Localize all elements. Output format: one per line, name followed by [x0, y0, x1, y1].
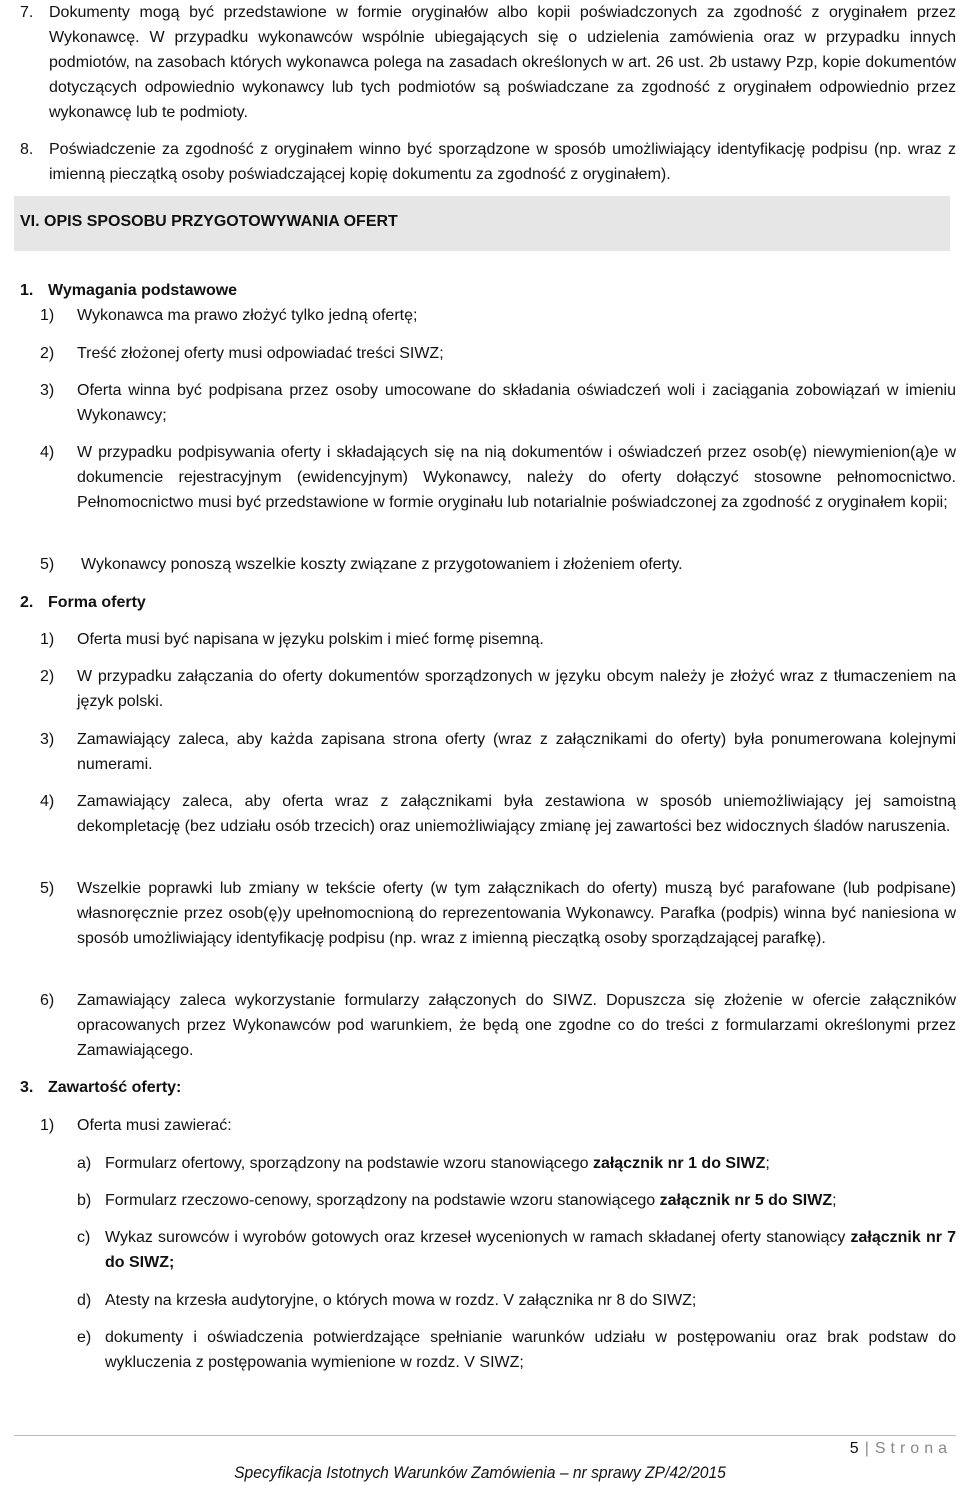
subitem-letter: e)	[77, 1329, 92, 1346]
page-word: Strona	[874, 1440, 952, 1457]
subitem-letter: b)	[77, 1192, 92, 1209]
subsection-number: 3.	[20, 1079, 34, 1096]
attachment-reference: załącznik nr 1 do SIWZ	[592, 1155, 766, 1172]
subitem-text: Atesty na krzesła audytoryjne, o których mowa w rozdz. V załącznika nr 8 do SIWZ;	[105, 1292, 697, 1309]
item-number: 2)	[40, 345, 55, 362]
item-number: 6)	[40, 992, 55, 1009]
section-title: VI. OPIS SPOSOBU PRZYGOTOWYWANIA OFERT	[20, 213, 398, 230]
item-text: W przypadku załączania do oferty dokumentów sporządzonych w języku obcym należy je złożyć wraz z tłumaczeniem na język polski.	[77, 668, 956, 710]
item-text: Zamawiający zaleca, aby oferta wraz z załącznikami była zestawiona w sposób uniemożliwiający jej samoistną dekompletację (bez udziału osób trzecich) oraz uniemożliwiający zmianę jej zawartości bez widocznych śladów naruszenia.	[77, 793, 956, 835]
attachment-reference: załącznik nr 5 do SIWZ	[659, 1192, 833, 1209]
item-number: 7.	[20, 4, 34, 21]
item-number: 5)	[40, 880, 55, 897]
list-item-8	[20, 137, 956, 187]
form-item	[40, 876, 956, 951]
item-text: Oferta musi być napisana w języku polskim i mieć formę pisemną.	[77, 631, 544, 648]
footer-divider	[14, 1435, 956, 1436]
subitem-letter: c)	[77, 1229, 91, 1246]
punctuation: ;	[765, 1155, 770, 1172]
subitem-text: Formularz ofertowy, sporządzony na podstawie wzoru stanowiącego	[105, 1155, 593, 1172]
attachment-reference: załącznik nr 7 do SIWZ;	[105, 1229, 957, 1271]
item-text: Poświadczenie za zgodność z oryginałem winno być sporządzone w sposób umożliwiający identyfikację podpisu (np. wraz z imienną pieczątką osoby poświadczającej kopię dokumentu za zgodność z oryginałem).	[49, 141, 956, 183]
item-number: 2)	[40, 668, 55, 685]
item-number: 4)	[40, 444, 55, 461]
section-heading-bar	[14, 196, 950, 251]
item-number: 1)	[40, 631, 55, 648]
item-number: 1)	[40, 1117, 55, 1134]
subitem-text: dokumenty i oświadczenia potwierdzające spełnianie warunków udziału w postępowaniu oraz brak podstaw do wykluczenia z postępowania wymienione w rozdz. V SIWZ;	[105, 1329, 956, 1371]
punctuation: ;	[832, 1192, 837, 1209]
subsection-heading-3	[20, 1075, 956, 1100]
item-number: 3)	[40, 731, 55, 748]
subsection-number: 1.	[20, 282, 34, 299]
item-text: Oferta winna być podpisana przez osoby umocowane do składania oświadczeń woli i zaciągania zobowiązań w imieniu Wykonawcy;	[77, 382, 956, 424]
subitem-letter: a)	[77, 1155, 92, 1172]
item-number: 3)	[40, 382, 55, 399]
form-item	[40, 988, 956, 1063]
form-item	[40, 664, 956, 714]
requirement-item	[40, 552, 956, 577]
subsection-heading-1	[20, 278, 956, 303]
content-subitem-d	[77, 1288, 956, 1313]
item-text: Wykonawca ma prawo złożyć tylko jedną ofertę;	[77, 307, 418, 324]
item-text: Zamawiający zaleca wykorzystanie formularzy załączonych do SIWZ. Dopuszcza się złożenie w ofercie załączników opracowanych przez Wykonawców pod warunkiem, że będą one zgodne co do treści z formularzami określonymi przez Zamawiającego.	[77, 992, 956, 1059]
item-text: Wszelkie poprawki lub zmiany w tekście oferty (w tym załącznikach do oferty) muszą być parafowane (lub podpisane) własnoręcznie przez osob(ę)y upełnomocnioną do reprezentowania Wykonawcy. Parafka (podpis) winna być naniesiona w sposób umożliwiający identyfikację podpisu (np. wraz z imienną pieczątką osoby sporządzającej parafkę).	[77, 880, 956, 947]
page-separator: |	[864, 1440, 869, 1457]
content-subitem-e	[77, 1325, 956, 1375]
subsection-heading-2	[20, 590, 956, 615]
subitem-letter: d)	[77, 1292, 92, 1309]
requirement-item	[40, 440, 956, 515]
content-item	[40, 1113, 956, 1138]
item-number: 1)	[40, 307, 55, 324]
requirement-item	[40, 378, 956, 428]
item-text: Oferta musi zawierać:	[77, 1117, 232, 1134]
content-subitem-b	[77, 1188, 956, 1213]
form-item	[40, 627, 956, 652]
requirement-item	[40, 303, 956, 328]
page-number-label	[850, 1436, 952, 1461]
subsection-number: 2.	[20, 594, 34, 611]
item-text: Wykonawcy ponoszą wszelkie koszty związane z przygotowaniem i złożeniem oferty.	[81, 556, 683, 573]
subitem-text: Formularz rzeczowo-cenowy, sporządzony na podstawie wzoru stanowiącego	[105, 1192, 660, 1209]
item-text: Zamawiający zaleca, aby każda zapisana strona oferty (wraz z załącznikami do oferty) była ponumerowana kolejnymi numerami.	[77, 731, 956, 773]
item-text: W przypadku podpisywania oferty i składających się na nią dokumentów i oświadczeń przez osob(ę) niewymienion(ą)e w dokumencie rejestracyjnym (ewidencyjnym) Wykonawcy, należy do oferty dołączyć stosowne pełnomocnictwo. Pełnomocnictwo musi być przedstawione w formie oryginału lub notarialnie poświadczonej za zgodność z oryginałem kopii;	[77, 444, 956, 511]
item-number: 5)	[40, 556, 55, 573]
content-subitem-a	[77, 1151, 956, 1176]
form-item	[40, 789, 956, 839]
item-number: 4)	[40, 793, 55, 810]
item-text: Dokumenty mogą być przedstawione w formie oryginałów albo kopii poświadczonych za zgodność z oryginałem przez Wykonawcę. W przypadku wykonawców wspólnie ubiegających się o udzielenia zamówienia oraz w przypadku innych podmiotów, na zasobach których wykonawca polega na zasadach określonych w art. 26 ust. 2b ustawy Pzp, kopie dokumentów dotyczących odpowiednio wykonawcy lub tych podmiotów są poświadczane za zgodność z oryginałem odpowiednio przez wykonawcę lub te podmioty.	[49, 4, 956, 121]
content-subitem-c	[77, 1225, 956, 1275]
footer-title: Specyfikacja Istotnych Warunków Zamówienia – nr sprawy ZP/42/2015	[234, 1463, 726, 1482]
subsection-title: Wymagania podstawowe	[48, 282, 238, 299]
page-number: 5	[849, 1440, 859, 1457]
subitem-text: Wykaz surowców i wyrobów gotowych oraz krzeseł wycenionych w ramach składanej oferty stanowiący	[105, 1229, 851, 1246]
subsection-title: Forma oferty	[48, 594, 146, 611]
item-number: 8.	[20, 141, 34, 158]
form-item	[40, 727, 956, 777]
requirement-item	[40, 341, 956, 366]
list-item-7	[20, 0, 956, 125]
item-text: Treść złożonej oferty musi odpowiadać treści SIWZ;	[77, 345, 444, 362]
subsection-title: Zawartość oferty:	[48, 1079, 182, 1096]
